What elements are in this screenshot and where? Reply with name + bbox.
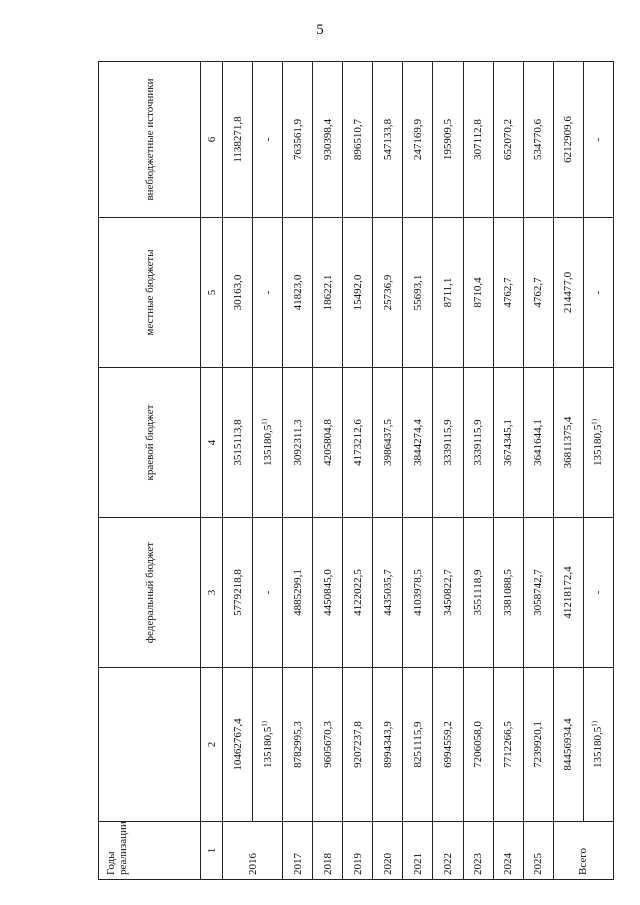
- value-cell-col5: [253, 218, 283, 368]
- value-text: 7239920,1: [532, 721, 545, 768]
- col-number-2: 2: [201, 668, 223, 822]
- value-cell-col6: [583, 62, 613, 218]
- value-cell-col6: [253, 62, 283, 218]
- value-cell-col3: [493, 518, 523, 668]
- rotated-table: [98, 62, 614, 880]
- value-text: 18622,1: [321, 274, 334, 311]
- value-cell-col6: [403, 62, 433, 218]
- value-text: 41218172,4: [562, 566, 575, 619]
- value-cell-col2: [403, 668, 433, 822]
- table-row: [283, 62, 313, 880]
- value-cell-col6: [373, 62, 403, 218]
- value-cell-col2: [253, 668, 283, 822]
- value-cell-col5: [553, 218, 583, 368]
- header-regional: краевой бюджет: [99, 368, 201, 518]
- value-text: 4885299,1: [291, 569, 304, 616]
- value-cell-col2: [373, 668, 403, 822]
- value-text: 7206058,0: [472, 721, 485, 768]
- value-text: 8710,4: [472, 277, 485, 308]
- value-text: 307112,8: [472, 119, 485, 160]
- value-cell-col3: [523, 518, 553, 668]
- year-cell: 2022: [433, 822, 463, 880]
- value-text: -: [592, 137, 605, 142]
- value-cell-col3: [583, 518, 613, 668]
- col-number-1: 1: [201, 822, 223, 880]
- col-number-3: 3: [201, 518, 223, 668]
- value-text: 41823,0: [291, 274, 304, 311]
- value-text: 214477,0: [562, 271, 575, 314]
- col-number-6: 6: [201, 62, 223, 218]
- value-text: 9605670,3: [321, 721, 334, 768]
- value-text: 9207237,8: [351, 721, 364, 768]
- year-cell: 2019: [343, 822, 373, 880]
- table-row: [463, 62, 493, 880]
- value-cell-col6: [313, 62, 343, 218]
- value-text: 3515113,8: [231, 419, 244, 466]
- year-cell: 2021: [403, 822, 433, 880]
- year-cell: 2020: [373, 822, 403, 880]
- footnote-marker: 1): [259, 418, 268, 425]
- header-local: местные бюджеты: [99, 218, 201, 368]
- value-text: 195909,5: [441, 118, 454, 161]
- value-cell-col3: [433, 518, 463, 668]
- value-text: 55693,1: [411, 274, 424, 311]
- value-text: 6994559,2: [441, 721, 454, 768]
- value-cell-col6: [433, 62, 463, 218]
- table-row: [373, 62, 403, 880]
- value-text: -: [592, 590, 605, 595]
- value-text: 3381088,5: [502, 569, 515, 616]
- header-extrabudget: внебюджетные источники: [99, 62, 201, 218]
- table-row: [223, 62, 253, 880]
- value-text: 930398,4: [321, 118, 334, 161]
- value-cell-col4: [313, 368, 343, 518]
- value-cell-col5: [583, 218, 613, 368]
- value-cell-col6: [343, 62, 373, 218]
- value-text: -: [261, 590, 274, 595]
- value-cell-col2: [313, 668, 343, 822]
- value-text: 3092311,3: [291, 419, 304, 466]
- value-text: 4762,7: [532, 277, 545, 308]
- table-row: [343, 62, 373, 880]
- value-text: 8251115,9: [411, 721, 424, 768]
- value-cell-col5: [403, 218, 433, 368]
- footnote-marker: 1): [590, 720, 599, 727]
- value-cell-col6: [553, 62, 583, 218]
- page-number: 5: [316, 22, 324, 38]
- value-cell-col3: [253, 518, 283, 668]
- column-number-row: [201, 62, 223, 880]
- value-text: 3551118,9: [472, 569, 485, 616]
- funding-table-container: [98, 62, 614, 880]
- table-row: [493, 62, 523, 880]
- value-cell-col3: [403, 518, 433, 668]
- value-text: 10462767,4: [231, 718, 244, 771]
- table-row: [523, 62, 553, 880]
- value-cell-col2: [463, 668, 493, 822]
- value-text: 534770,6: [532, 118, 545, 161]
- value-cell-col4: [283, 368, 313, 518]
- value-cell-col5: [463, 218, 493, 368]
- value-cell-col2: [223, 668, 253, 822]
- value-text: 547133,8: [381, 118, 394, 161]
- value-cell-col5: [343, 218, 373, 368]
- value-text: 5779218,8: [231, 569, 244, 616]
- value-cell-col2: [583, 668, 613, 822]
- value-text: 30163,0: [231, 274, 244, 311]
- value-cell-col5: [493, 218, 523, 368]
- value-cell-col6: [493, 62, 523, 218]
- value-text: 135180,5: [261, 424, 274, 467]
- value-text: 135180,5: [592, 726, 605, 769]
- value-text: -: [592, 290, 605, 295]
- table-body: [223, 62, 614, 880]
- value-cell-col4: [433, 368, 463, 518]
- col-number-4: 4: [201, 368, 223, 518]
- value-text: 7712266,5: [502, 721, 515, 768]
- value-text: 3986437,5: [381, 419, 394, 466]
- year-cell: 2025: [523, 822, 553, 880]
- value-cell-col6: [283, 62, 313, 218]
- value-cell-col5: [223, 218, 253, 368]
- header-years: Годы реализации: [99, 822, 201, 880]
- value-cell-col3: [373, 518, 403, 668]
- value-cell-col4: [373, 368, 403, 518]
- year-cell: Всего: [553, 822, 613, 880]
- value-cell-col3: [313, 518, 343, 668]
- value-text: 6212909,6: [562, 116, 575, 163]
- value-text: 36811375,4: [562, 416, 575, 469]
- value-cell-col6: [523, 62, 553, 218]
- header-federal: федеральный бюджет: [99, 518, 201, 668]
- year-cell: 2017: [283, 822, 313, 880]
- value-cell-col6: [223, 62, 253, 218]
- value-text: 3339115,9: [472, 419, 485, 466]
- value-text: 3674345,1: [502, 419, 515, 466]
- value-text: 896510,7: [351, 118, 364, 161]
- value-cell-col3: [553, 518, 583, 668]
- value-text: 247169,9: [411, 118, 424, 161]
- value-cell-col5: [283, 218, 313, 368]
- value-cell-col2: [343, 668, 373, 822]
- value-cell-col3: [283, 518, 313, 668]
- table-row: [253, 62, 283, 880]
- table-row: [403, 62, 433, 880]
- value-text: 8994343,9: [381, 721, 394, 768]
- value-cell-col2: [553, 668, 583, 822]
- value-cell-col6: [463, 62, 493, 218]
- value-text: 84456934,4: [562, 718, 575, 771]
- value-text: 8711,1: [441, 277, 454, 308]
- value-cell-col4: [553, 368, 583, 518]
- value-text: 4450845,0: [321, 569, 334, 616]
- value-text: -: [261, 137, 274, 142]
- value-cell-col4: [403, 368, 433, 518]
- table-row: [313, 62, 343, 880]
- value-cell-col2: [493, 668, 523, 822]
- value-cell-col5: [373, 218, 403, 368]
- value-text: 15492,0: [351, 274, 364, 311]
- value-cell-col3: [343, 518, 373, 668]
- value-cell-col4: [223, 368, 253, 518]
- table-row: [553, 62, 583, 880]
- value-text: 763561,9: [291, 118, 304, 161]
- value-text: 4103978,5: [411, 569, 424, 616]
- value-cell-col5: [433, 218, 463, 368]
- value-cell-col2: [283, 668, 313, 822]
- value-cell-col4: [493, 368, 523, 518]
- value-cell-col4: [253, 368, 283, 518]
- value-cell-col4: [343, 368, 373, 518]
- value-cell-col4: [463, 368, 493, 518]
- funding-table: [98, 61, 614, 880]
- value-cell-col3: [463, 518, 493, 668]
- year-cell: 2016: [223, 822, 283, 880]
- value-cell-col5: [313, 218, 343, 368]
- header-row: [99, 62, 201, 880]
- year-cell: 2018: [313, 822, 343, 880]
- value-text: 3641644,1: [532, 419, 545, 466]
- value-text: 3450822,7: [441, 569, 454, 616]
- table-row: [433, 62, 463, 880]
- value-text: 4435035,7: [381, 569, 394, 616]
- value-text: 4122022,5: [351, 569, 364, 616]
- value-text: 3058742,7: [532, 569, 545, 616]
- footnote-marker: 1): [590, 418, 599, 425]
- value-text: -: [261, 290, 274, 295]
- value-text: 8782995,3: [291, 721, 304, 768]
- value-cell-col5: [523, 218, 553, 368]
- value-cell-col4: [583, 368, 613, 518]
- footnote-marker: 1): [259, 720, 268, 727]
- value-text: 3844274,4: [411, 419, 424, 466]
- table-row: [583, 62, 613, 880]
- value-text: 4205804,8: [321, 419, 334, 466]
- col-number-5: 5: [201, 218, 223, 368]
- value-text: 135180,5: [592, 424, 605, 467]
- value-text: 3339115,9: [441, 419, 454, 466]
- value-cell-col2: [523, 668, 553, 822]
- year-cell: 2023: [463, 822, 493, 880]
- value-text: 25736,9: [381, 274, 394, 311]
- value-text: 4173212,6: [351, 419, 364, 466]
- value-text: 135180,5: [261, 726, 274, 769]
- value-text: 1138271,8: [231, 116, 244, 163]
- year-cell: 2024: [493, 822, 523, 880]
- value-cell-col2: [433, 668, 463, 822]
- value-cell-col4: [523, 368, 553, 518]
- header-total: [99, 668, 201, 822]
- value-text: 652070,2: [502, 118, 515, 161]
- value-text: 4762,7: [502, 277, 515, 308]
- value-cell-col3: [223, 518, 253, 668]
